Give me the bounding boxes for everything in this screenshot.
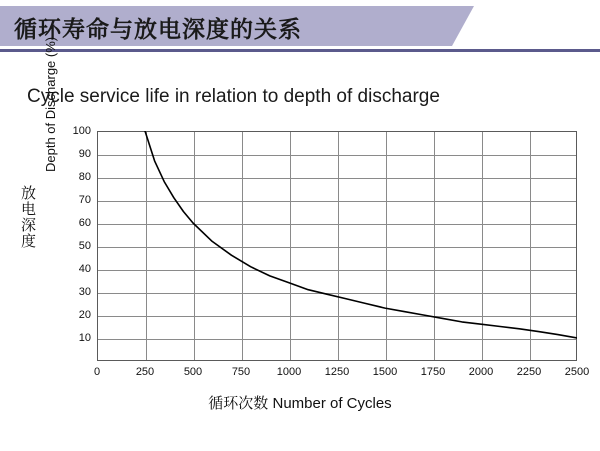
x-tick-label: 2000: [468, 366, 494, 378]
discharge-curve: [97, 131, 577, 361]
x-tick-label: 500: [183, 366, 203, 378]
curve-path: [145, 131, 577, 338]
x-axis-title-cn: 循环次数: [208, 394, 269, 412]
x-tick-label: 1250: [324, 366, 350, 378]
chart-title: Cycle service life in relation to depth of discharge: [27, 86, 440, 107]
y-tick-label: 10: [78, 332, 91, 344]
y-tick-label: 100: [72, 125, 91, 137]
y-tick-label: 50: [78, 240, 91, 252]
y-tick-label: 20: [78, 309, 91, 321]
x-tick-label: 1500: [372, 366, 398, 378]
x-tick-label: 1000: [276, 366, 302, 378]
x-axis-title-en: Number of Cycles: [272, 395, 392, 412]
y-tick-label: 40: [78, 263, 91, 275]
x-tick-label: 250: [135, 366, 155, 378]
y-tick-label: 60: [78, 217, 91, 229]
x-tick-label: 2500: [564, 366, 590, 378]
x-tick-label: 0: [93, 366, 101, 378]
y-tick-label: 90: [78, 148, 91, 160]
y-tick-label: 30: [78, 286, 91, 298]
x-tick-label: 1750: [420, 366, 446, 378]
y-tick-label: 80: [78, 171, 91, 183]
y-axis-title-cn: 放电深度: [19, 185, 37, 249]
x-axis-title: [0, 392, 600, 413]
y-tick-label: 70: [78, 194, 91, 206]
page-title: 循环寿命与放电深度的关系: [14, 17, 302, 43]
x-tick-label: 2250: [516, 366, 542, 378]
x-tick-label: 750: [231, 366, 251, 378]
y-axis-title-en: Depth of Discharge (%): [43, 36, 58, 172]
